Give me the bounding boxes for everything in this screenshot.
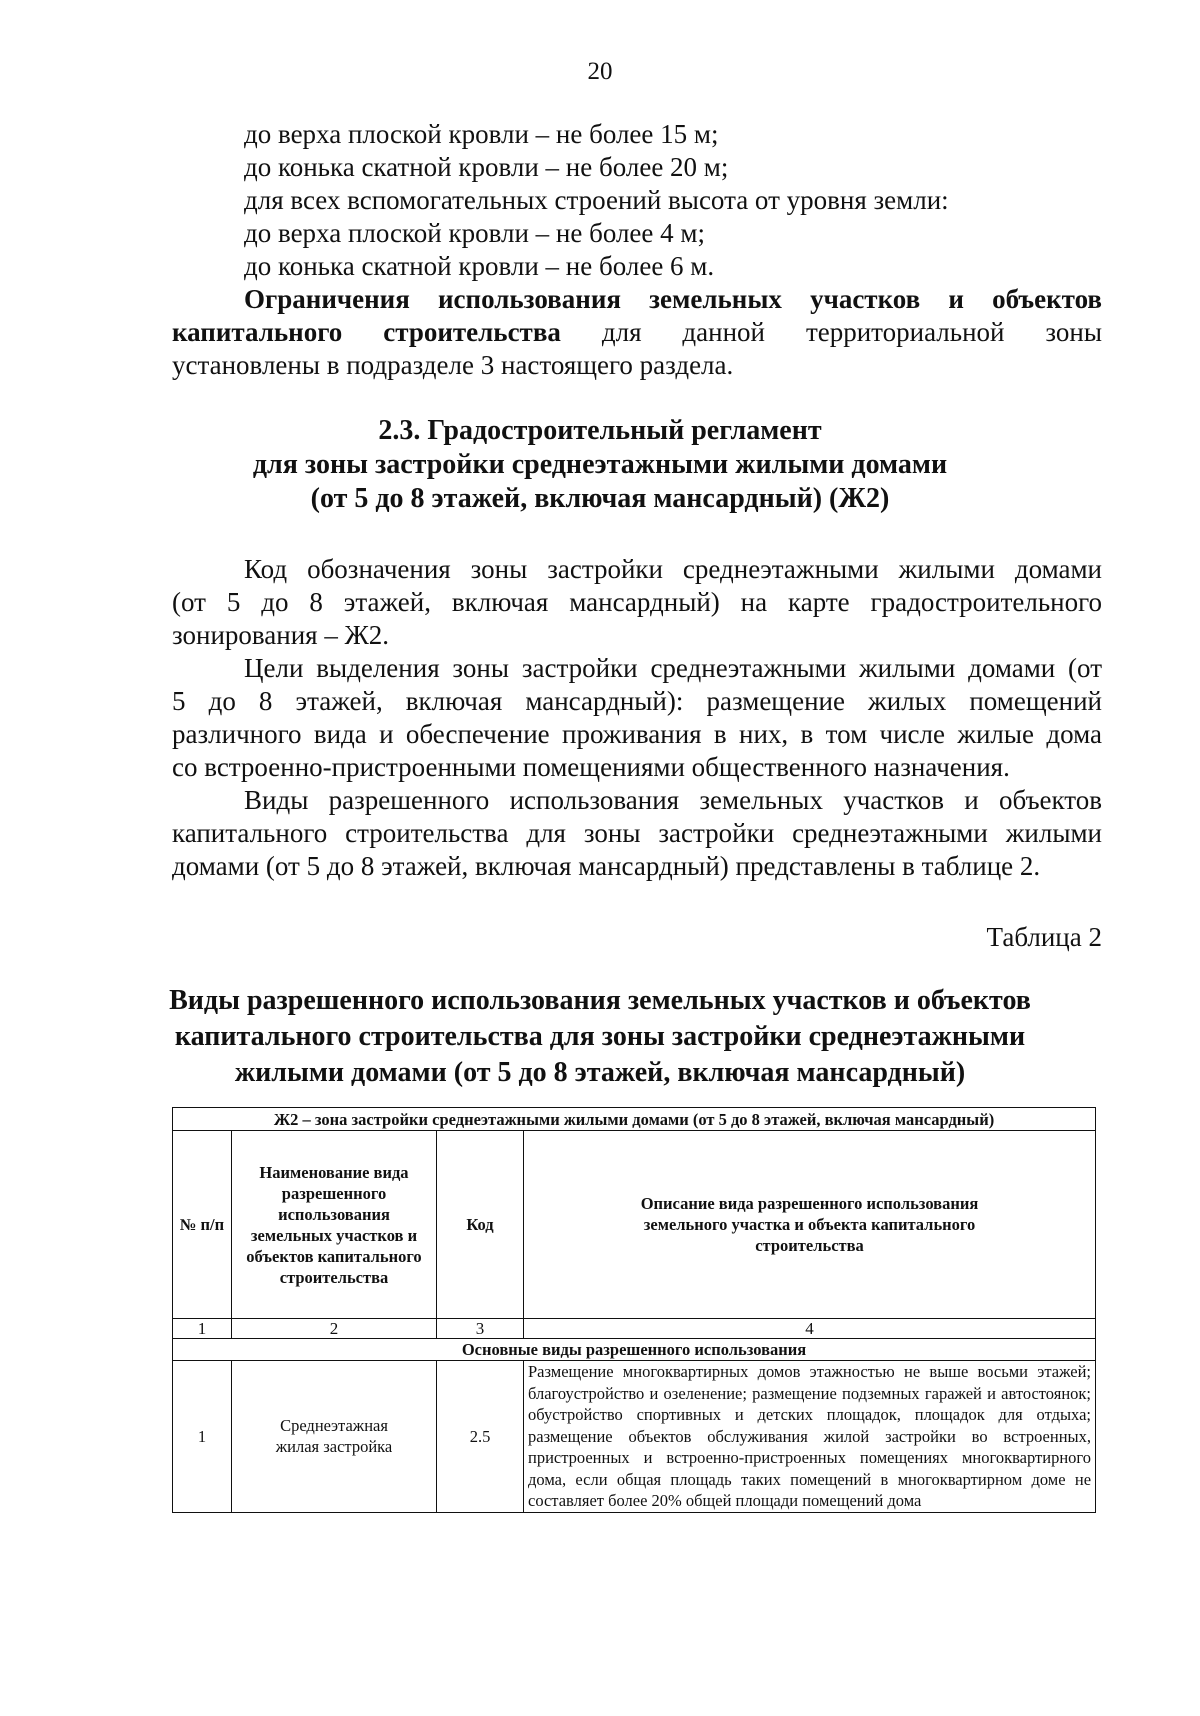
col-number-2: 2 bbox=[232, 1319, 437, 1339]
col-number-1: 1 bbox=[173, 1319, 232, 1339]
col-number-4: 4 bbox=[524, 1319, 1096, 1339]
column-number-row bbox=[173, 1319, 1096, 1339]
table-row bbox=[173, 1361, 1096, 1513]
intro-line-2: до конька скатной кровли – не более 20 м; bbox=[244, 152, 729, 182]
para3-line-2: капитального строительства для зоны застройки среднеэтажными жилыми bbox=[172, 818, 1102, 848]
para1-line-3: зонирования – Ж2. bbox=[172, 620, 390, 650]
table-title-2: капитального строительства для зоны застройки среднеэтажными bbox=[174, 1021, 1026, 1052]
section-row bbox=[173, 1339, 1096, 1361]
restriction-line-1: Ограничения использования земельных участков и объектов bbox=[244, 284, 1102, 314]
page-number: 20 bbox=[587, 58, 613, 85]
para2-line-4: со встроенно-пристроенными помещениями общественного назначения. bbox=[172, 752, 1010, 782]
section-heading-3: (от 5 до 8 этажей, включая мансардный) (Ж2) bbox=[310, 483, 890, 514]
section-heading-2: для зоны застройки среднеэтажными жилыми домами bbox=[252, 449, 948, 480]
section-heading-1: 2.3. Градостроительный регламент bbox=[378, 415, 822, 446]
para3-line-1: Виды разрешенного использования земельных участков и объектов bbox=[244, 785, 1102, 815]
row-code: 2.5 bbox=[437, 1361, 524, 1513]
table-title-1: Виды разрешенного использования земельных участков и объектов bbox=[169, 985, 1031, 1016]
zone-header-row bbox=[173, 1108, 1096, 1131]
land-use-table bbox=[172, 1107, 1096, 1513]
col-header-name: Наименование вида разрешенного использования земельных участков и объектов капитального строительства bbox=[232, 1131, 437, 1319]
column-header-row bbox=[173, 1131, 1096, 1319]
intro-line-1: до верха плоской кровли – не более 15 м; bbox=[244, 119, 719, 149]
col-header-desc: Описание вида разрешенного использования земельного участка и объекта капитального строительства bbox=[524, 1131, 1096, 1319]
restriction-line-2 bbox=[172, 316, 1102, 349]
intro-line-4: до верха плоской кровли – не более 4 м; bbox=[244, 218, 705, 248]
para1-line-2: (от 5 до 8 этажей, включая мансардный) на карте градостроительного bbox=[172, 587, 1102, 617]
row-name: Среднеэтажная жилая застройка bbox=[232, 1361, 437, 1513]
intro-line-5: до конька скатной кровли – не более 6 м. bbox=[244, 251, 715, 281]
col-header-num: № п/п bbox=[173, 1131, 232, 1319]
restriction-line-3: установлены в подразделе 3 настоящего раздела. bbox=[172, 350, 734, 380]
para3-line-3: домами (от 5 до 8 этажей, включая мансардный) представлены в таблице 2. bbox=[172, 851, 1041, 881]
table-title-3: жилыми домами (от 5 до 8 этажей, включая мансардный) bbox=[234, 1057, 966, 1088]
restriction-bold-start: капитального строительства bbox=[172, 317, 561, 347]
col-header-code: Код bbox=[437, 1131, 524, 1319]
restriction-rest: для данной территориальной зоны bbox=[601, 317, 1103, 347]
row-description: Размещение многоквартирных домов этажностью не выше восьми этажей; благоустройство и озеленение; размещение подземных гаражей и автостоянок; обустройство спортивных и детских площадок, площадок для отдыха; размещение объектов обслуживания жилой застройки во встроенных, пристроенных и встроенно-пристроенных помещениях многоквартирного дома, если общая площадь таких помещений в многоквартирном доме не составляет более 20% общей площади помещений дома bbox=[524, 1361, 1096, 1513]
col-number-3: 3 bbox=[437, 1319, 524, 1339]
zone-header: Ж2 – зона застройки среднеэтажными жилыми домами (от 5 до 8 этажей, включая мансардный) bbox=[173, 1108, 1096, 1131]
para1-line-1: Код обозначения зоны застройки среднеэтажными жилыми домами bbox=[244, 554, 1102, 584]
table-label: Таблица 2 bbox=[986, 922, 1102, 952]
intro-line-3: для всех вспомогательных строений высота от уровня земли: bbox=[244, 185, 949, 215]
row-num: 1 bbox=[173, 1361, 232, 1513]
para2-line-1: Цели выделения зоны застройки среднеэтажными жилыми домами (от bbox=[244, 653, 1102, 683]
section-row-label: Основные виды разрешенного использования bbox=[173, 1339, 1096, 1361]
para2-line-2: 5 до 8 этажей, включая мансардный): размещение жилых помещений bbox=[172, 686, 1102, 716]
para2-line-3: различного вида и обеспечение проживания в них, в том числе жилые дома bbox=[172, 719, 1102, 749]
